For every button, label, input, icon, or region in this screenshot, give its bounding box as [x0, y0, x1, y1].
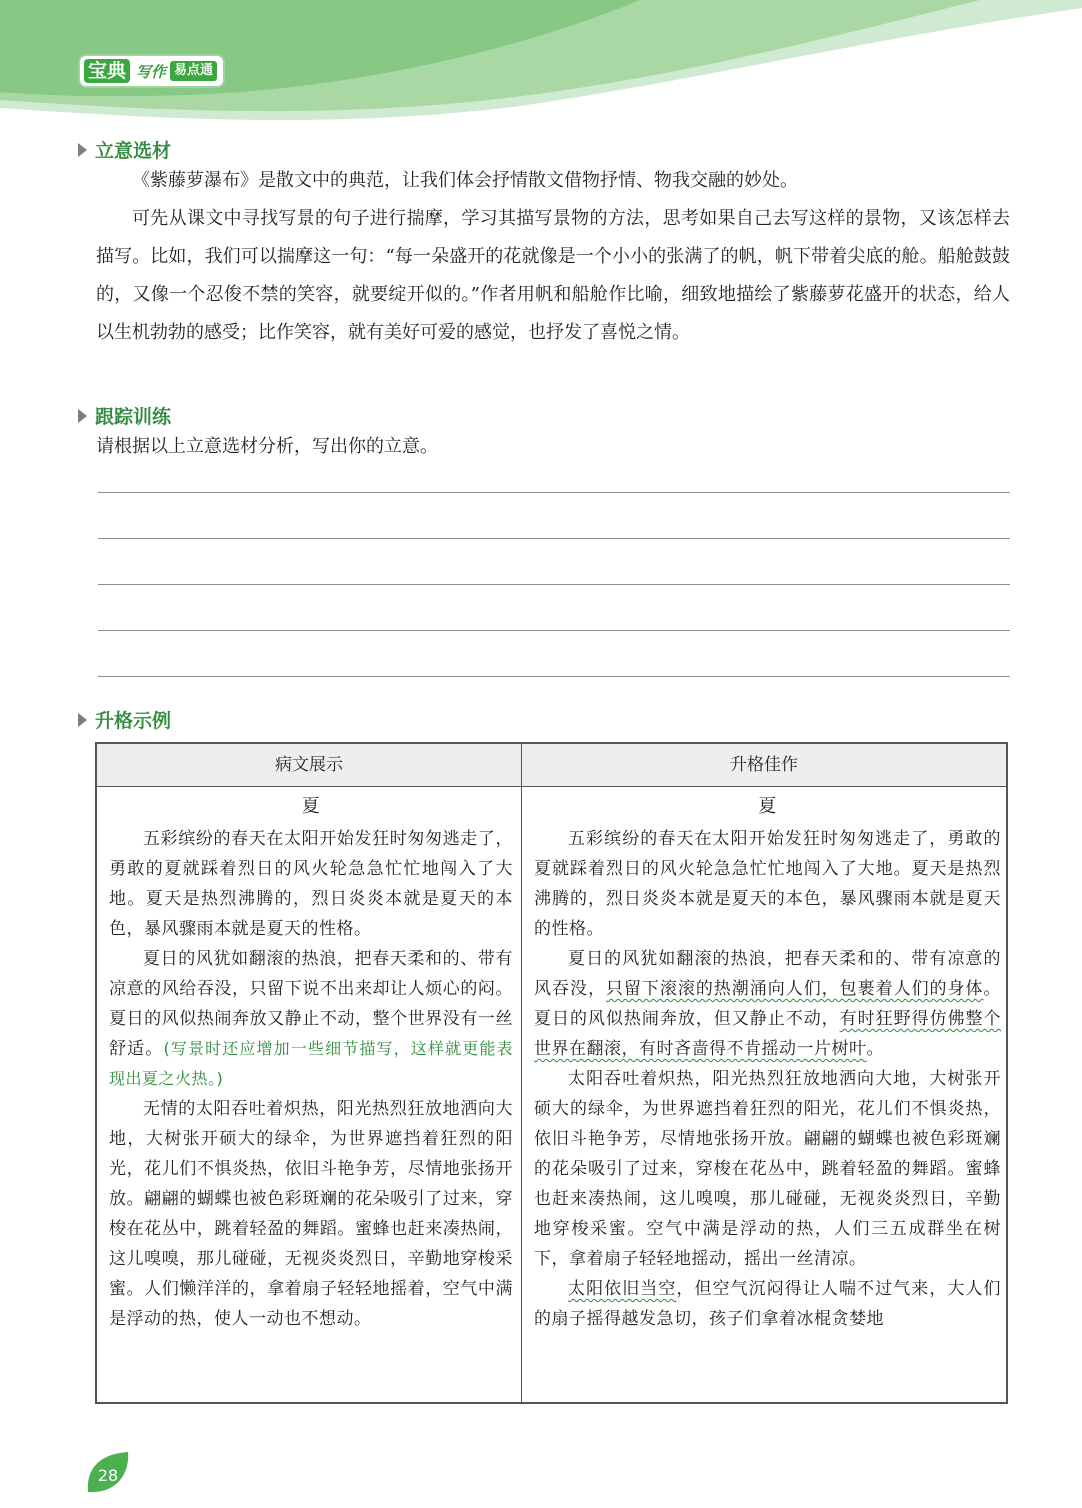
- essay-paragraph: [109, 944, 513, 1094]
- brand-logo: [80, 56, 223, 86]
- writing-line[interactable]: [98, 584, 1010, 585]
- writing-line[interactable]: [98, 630, 1010, 631]
- page-number: 28: [97, 1466, 119, 1485]
- column-divider: [521, 744, 522, 1402]
- writing-line[interactable]: [98, 676, 1010, 677]
- original-essay: [109, 792, 513, 1334]
- essay-text: 夏日的风犹如翻滚的热浪，把春天柔和的、带有凉意的风给吞没，只留下说不出来却让人烦心的闷。夏日的风似热闹奔放又静止不动，整个世界没有一丝舒适。: [109, 949, 513, 1059]
- section-heading-1: [78, 136, 171, 163]
- page-number-badge: [84, 1448, 132, 1496]
- series-name: 写作: [136, 62, 167, 81]
- highlighted-revision: 只留下滚滚的热潮涌向人们，包裹着人们的身体: [605, 979, 984, 999]
- essay-text: 。夏日的风似热闹奔放，但又静止不动，: [534, 979, 1002, 1029]
- essay-paragraph: 五彩缤纷的春天在太阳开始发狂时匆匆逃走了，勇敢的夏就踩着烈日的风火轮急急忙忙地闯入了大地。夏天是热烈沸腾的，烈日炎炎本就是夏天的本色，暴风骤雨本就是夏天的性格。: [534, 829, 1001, 939]
- essay-title: 夏: [758, 796, 777, 817]
- right-column-header: 升格佳作: [730, 755, 798, 775]
- comparison-table: [95, 742, 1008, 1404]
- essay-paragraph: [534, 1274, 1001, 1334]
- exercise-prompt: 请根据以上立意选材分析，写出你的立意。: [96, 436, 438, 457]
- essay-paragraph: 五彩缤纷的春天在太阳开始发狂时匆匆逃走了，勇敢的夏就踩着烈日的风火轮急急忙忙地闯入了大地。夏天是热烈沸腾的，烈日炎炎本就是夏天的本色，暴风骤雨本就是夏天的性格。: [109, 829, 513, 939]
- brand-name: 宝典: [84, 59, 130, 83]
- essay-text: ，但空气沉闷得让人喘不过气来，大人们的扇子摇得越发急切，孩子们拿着冰棍贪婪地: [534, 1279, 1002, 1329]
- highlighted-revision: 太阳依旧当空: [568, 1279, 677, 1299]
- section-title: 立意选材: [95, 140, 172, 162]
- essay-paragraph: 太阳吞吐着炽热，阳光热烈狂放地洒向大地，大树张开硕大的绿伞，为世界遮挡着狂烈的阳光，花儿们不惧炎热，依旧斗艳争芳，尽情地张扬开放。翩翩的蝴蝶也被色彩斑斓的花朵吸引了过来，穿梭在花丛中，跳着轻盈的舞蹈。蜜蜂也赶来凑热闹，这儿嗅嗅，那儿碰碰，无视炎炎烈日，辛勤地穿梭采蜜。空气中满是浮动的热，人们三五成群坐在树下，拿着扇子轻轻地摇动，摇出一丝清凉。: [534, 1069, 1001, 1269]
- essay-paragraph: [534, 944, 1001, 1064]
- series-subtitle: 易点通: [170, 61, 217, 81]
- arrow-right-icon: [78, 143, 87, 157]
- essay-title: 夏: [301, 796, 321, 817]
- essay-text: 。: [866, 1039, 884, 1059]
- section-heading-3: [78, 706, 171, 733]
- highlighted-revision: 有时狂野得仿佛整个世界在翻滚，有时吝啬得不肯摇动一片树叶: [534, 1009, 1002, 1059]
- section-title: 升格示例: [95, 710, 172, 732]
- writing-line[interactable]: [98, 492, 1010, 493]
- writing-line[interactable]: [98, 538, 1010, 539]
- paragraph-1: 《紫藤萝瀑布》是散文中的典范，让我们体会抒情散文借物抒情、物我交融的妙处。: [132, 170, 798, 191]
- paragraph-2: 可先从课文中寻找写景的句子进行揣摩，学习其描写景物的方法，思考如果自己去写这样的景物，又该怎样去描写。比如，我们可以揣摩这一句：“每一朵盛开的花就像是一个小小的张满了的帆，帆下带着尖底的舱。船舱鼓鼓的，又像一个忍俊不禁的笑容，就要绽开似的。”作者用帆和船舱作比喻，细致地描绘了紫藤萝花盛开的状态，给人以生机勃勃的感受；比作笑容，就有美好可爱的感觉，也抒发了喜悦之情。: [96, 208, 1010, 343]
- improved-essay: [534, 792, 1001, 1334]
- section-title: 跟踪训练: [95, 406, 172, 428]
- section-heading-2: [78, 402, 171, 429]
- arrow-right-icon: [78, 713, 87, 727]
- teacher-comment: (写景时还应增加一些细节描写，这样就更能表现出夏之火热。): [109, 1039, 514, 1088]
- left-column-header: 病文展示: [275, 755, 343, 775]
- arrow-right-icon: [78, 409, 87, 423]
- essay-text: 夏日的风犹如翻滚的热浪，把春天柔和的、带有凉意的风吞没，: [534, 949, 1001, 999]
- essay-paragraph: 无情的太阳吞吐着炽热，阳光热烈狂放地洒向大地，大树张开硕大的绿伞，为世界遮挡着狂烈的阳光，花儿们不惧炎热，依旧斗艳争芳，尽情地张扬开放。翩翩的蝴蝶也被色彩斑斓的花朵吸引了过来，穿梭在花丛中，跳着轻盈的舞蹈。蜜蜂也赶来凑热闹，这儿嗅嗅，那儿碰碰，无视炎炎烈日，辛勤地穿梭采蜜。人们懒洋洋的，拿着扇子轻轻地摇着，空气中满是浮动的热，使人一动也不想动。: [109, 1099, 513, 1329]
